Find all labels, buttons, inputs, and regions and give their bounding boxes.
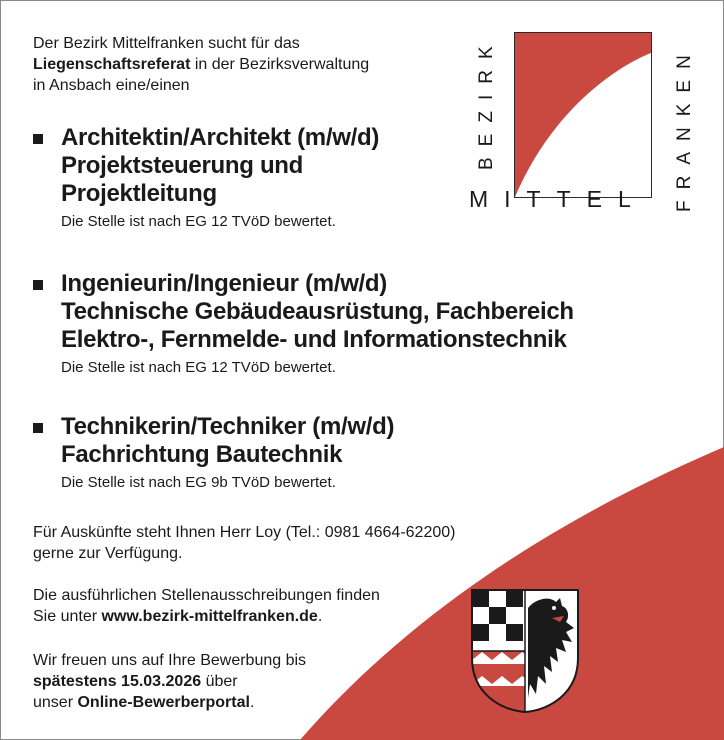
application-info: Wir freuen uns auf Ihre Bewerbung bis spätestens 15.03.2026 über unser Online-Bewerberportal. [33,652,307,711]
intro-line-2: Liegenschaftsreferat in der Bezirksverwaltung [33,56,370,73]
bullet-square [33,134,43,144]
job-title: Technikerin/Techniker (m/w/d) Fachrichtung Bautechnik [61,413,395,468]
logo-word-mittel: MITTEL [469,186,647,212]
department-name: Liegenschaftsreferat [33,56,191,73]
job-pay-grade: Die Stelle ist nach EG 12 TVöD bewertet. [61,213,336,230]
job-listing-technician [33,413,394,493]
job-listing-engineer [33,270,574,378]
job-title: Ingenieurin/Ingenieur (m/w/d) Technische Gebäudeausrüstung, Fachbereich Elektro-, Fernmelde- und Informationstechnik [61,270,574,353]
logo-word-bezirk: BEZIRK [476,35,497,170]
coat-of-arms-icon [470,588,580,714]
contact-info: Für Auskünfte steht Ihnen Herr Loy (Tel.: 0981 4664-62200) gerne zur Verfügung. [33,524,456,562]
bullet-square [33,280,43,290]
website-link[interactable]: www.bezirk-mittelfranken.de [101,608,318,625]
job-pay-grade: Die Stelle ist nach EG 12 TVöD bewertet. [61,359,336,376]
deadline: spätestens 15.03.2026 [33,673,202,690]
logo-word-franken: FRANKEN [674,44,695,212]
bullet-square [33,423,43,433]
intro-line-3: in Ansbach eine/einen [33,77,190,94]
job-pay-grade: Die Stelle ist nach EG 9b TVöD bewertet. [61,474,336,491]
job-listing-architect [33,124,379,232]
logo-square [514,32,652,198]
job-title: Architektin/Architekt (m/w/d) Projektsteuerung und Projektleitung [61,124,380,207]
logo-red-diagonal [515,33,651,197]
details-info: Die ausführlichen Stellenausschreibungen finden Sie unter www.bezirk-mittelfranken.de. [33,587,380,625]
intro-text [33,33,453,96]
online-portal-link[interactable]: Online-Bewerberportal [77,694,250,711]
intro-line-1: Der Bezirk Mittelfranken sucht für das [33,35,300,52]
